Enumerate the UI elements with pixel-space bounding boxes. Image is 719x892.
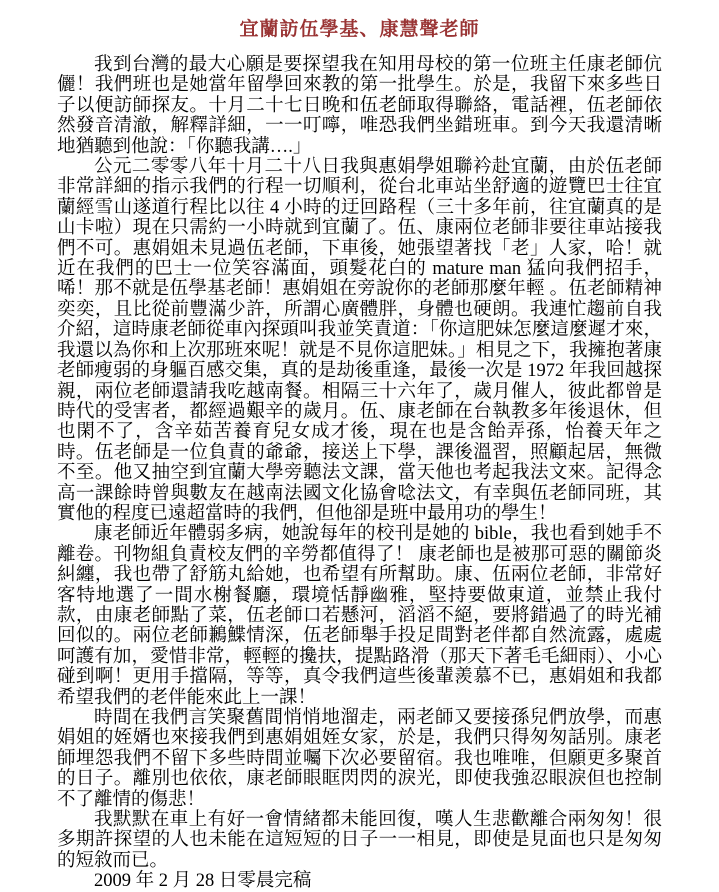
paragraph-4: 時間在我們言笑聚舊間悄悄地溜走，兩老師又要接孫兒們放學，而惠娟姐的姪婿也來接我們到惠娟姐姪女家，於是，我們只得匆匆話別。康老師埋怨我們不留下多些時間並囑下次必要留宿。我也唯唯，但願更多聚首的日子。離別也依依，康老師眼眶閃閃的淚光，即使我強忍眼淚但也控制不了離情的傷悲！: [57, 708, 662, 810]
paragraph-1: 我到台灣的最大心願是要探望我在知用母校的第一位班主任康老師伉儷！我們班也是她當年留學回來教的第一批學生。於是，我留下來多些日子以便訪師探友。十月二十七日晚和伍老師取得聯絡，電話裡，伍老師依然發音清澈，解釋詳細，一一叮嚀，唯恐我們坐錯班車。到今天我還清晰地猶聽到他說：「你聽我講….」: [57, 55, 662, 157]
document-body: [57, 55, 662, 892]
paragraph-2: 公元二零零八年十月二十八日我與惠娟學姐聯衿赴宜蘭，由於伍老師非常詳細的指示我們的行程一切順利，從台北車站坐舒適的遊覽巴士往宜蘭經雪山遂道行程比以往 4 小時的迂回路程（三十多年前，往宜蘭真的是山卡啦）現在只需約一小時就到宜蘭了。伍、康兩位老師非要往車站接我們不可。惠娟姐未見過伍老師，下車後，她張望著找「老」人家，哈！就近在我們的巴士一位笑容滿面，頭髮花白的 mature man 猛向我們招手，唏！那不就是伍學基老師！惠娟姐在旁說你的老師那麼年輕 。伍老師精神奕奕，且比從前豐滿少許，所謂心廣體胖，身體也硬朗。我連忙趨前自我介紹，這時康老師從車內探頭叫我並笑責道：「你這肥妹怎麼這麼遲才來，我還以為你和上次那班來呢！就是不見你這肥妹。」相見之下，我擁抱著康老師瘦弱的身軀百感交集，真的是劫後重逢，最後一次是 1972 年我回越探親，兩位老師還請我吃越南餐。相隔三十六年了，歲月催人，彼此都曾是時代的受害者，都經過艱辛的歲月。伍、康老師在台執教多年後退休，但也閑不了，含辛茹苦養育兒女成才後，現在也是含飴弄孫，怡養天年之時。伍老師是一位負責的爺爺，接送上下學，課後溫習，照顧起居，無微不至。他又抽空到宜蘭大學旁聽法文課，當天他也考起我法文來。記得念高一課餘時曾與數友在越南法國文化協會唸法文，有幸與伍老師同班，其實他的程度已遠超當時的我們，但他卻是班中最用功的學生！: [57, 157, 662, 524]
date-line: 2009 年 2 月 28 日零晨完稿: [94, 871, 312, 892]
paragraph-5: 我默默在車上有好一會情緒都未能回復，嘆人生悲歡離合兩匆匆！很多期許探望的人也未能在這短短的日子一一相見，即使是見面也只是匆匆的短敘而已。: [57, 810, 662, 871]
document-title: 宜蘭訪伍學基、康慧聲老師: [239, 19, 480, 40]
paragraph-3: 康老師近年體弱多病，她說每年的校刊是她的 bible，我也看到她手不離卷。刊物組負責校友們的辛勞都值得了！ 康老師也是被那可惡的關節炎糾纏，我也帶了舒筋丸給她，也希望有所幫助。康、伍兩位老師，非常好客特地選了一間水榭餐廳，環境恬靜幽雅，堅持要做東道，並禁止我付款，由康老師點了菜，伍老師口若懸河，滔滔不絕，要將錯過了的時光補回似的。兩位老師鶼鰈情深，伍老師舉手投足間對老伴都自然流露，處處呵護有加，愛惜非常，輕輕的攙扶，提點路滑（那天下著毛毛細雨）、小心碰到啊！更用手擋隔，等等，真令我們這些後輩羨慕不已，惠娟姐和我都希望我們的老伴能來此上一課！: [57, 524, 662, 708]
